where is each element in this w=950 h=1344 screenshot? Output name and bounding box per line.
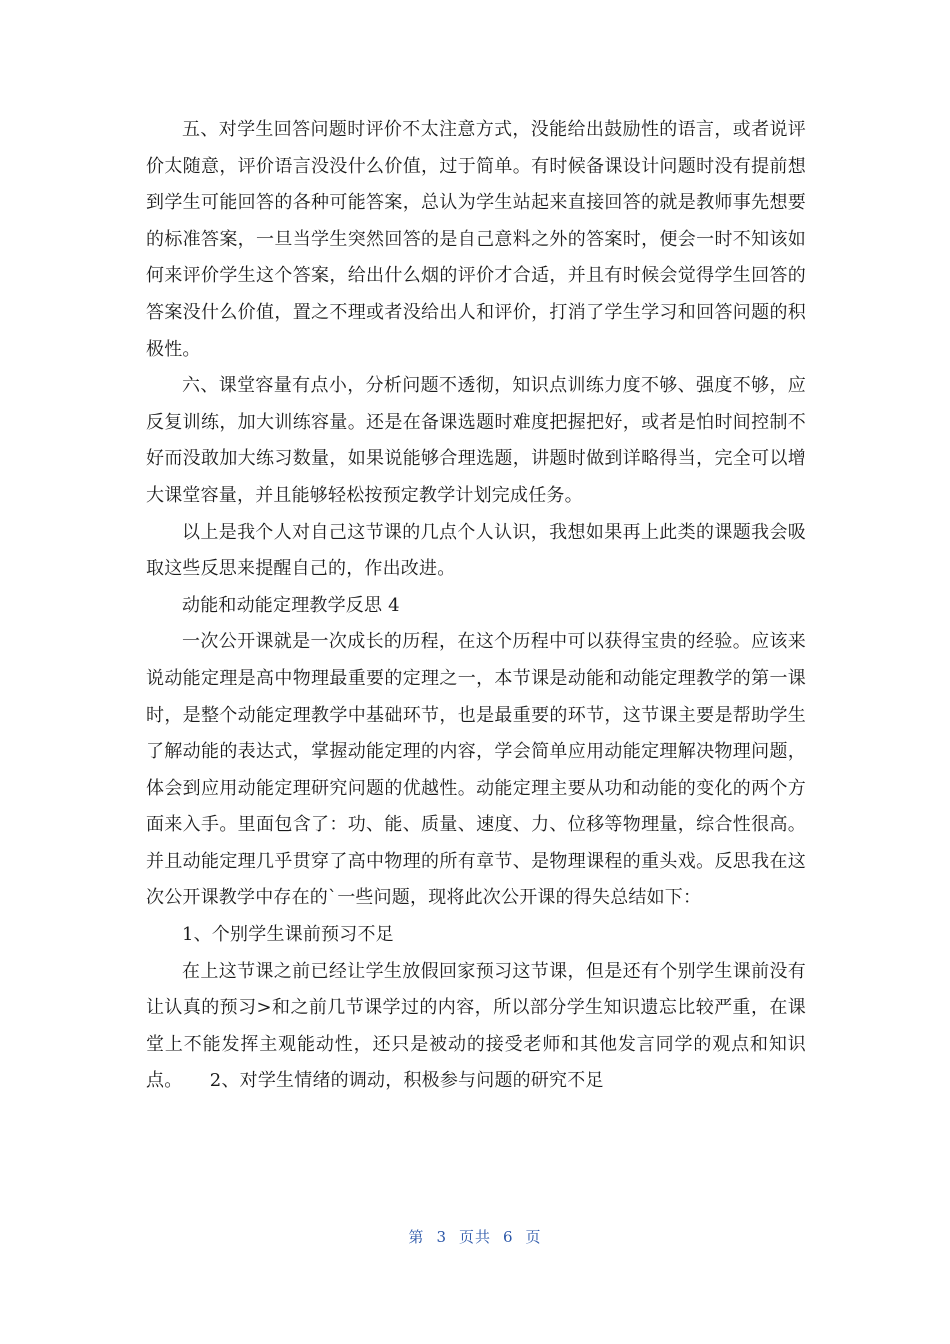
paragraph-5-evaluation: 五、对学生回答问题时评价不太注意方式，没能给出鼓励性的语言，或者说评价太随意，评价语言没没什么价值，过于简单。有时候备课设计问题时没有提前想到学生可能回答的各种可能答案，总认为学生站起来直接回答的就是教师事先想要的标准答案，一旦当学生突然回答的是自己意料之外的答案时，便会一时不知该如何来评价学生这个答案，给出什么烟的评价才合适，并且有时候会觉得学生回答的答案没什么价值，置之不理或者没给出人和评价，打消了学生学习和回答问题的积极性。 [146,119,806,360]
page-footer [0,1226,950,1247]
section-heading: 动能和动能定理教学反思 4 [182,594,400,616]
footer-middle: 页共 [458,1228,491,1246]
paragraph-item-1: 在上这节课之前已经让学生放假回家预习这节课，但是还有个别学生课前没有让认真的预习>和之前几节课学过的内容，所以部分学生知识遗忘比较严重，在课堂上不能发挥主观能动性，还只是被动的接受老师和其他发言同学的观点和知识点。 2、对学生情绪的调动，积极参与问题的研究不足 [146,960,806,1092]
footer-suffix: 页 [525,1228,542,1246]
footer-total-pages: 6 [503,1228,514,1246]
list-item-heading-1: 1、个别学生课前预习不足 [182,924,394,946]
paragraph-conclusion: 以上是我个人对自己这节课的几点个人认识，我想如果再上此类的课题我会吸取这些反思来提醒自己的，作出改进。 [146,521,806,580]
paragraph-intro: 一次公开课就是一次成长的历程，在这个历程中可以获得宝贵的经验。应该来说动能定理是高中物理最重要的定理之一，本节课是动能和动能定理教学的第一课时，是整个动能定理教学中基础环节，也是最重要的环节，这节课主要是帮助学生了解动能的表达式，掌握动能定理的内容，学会简单应用动能定理解决物理问题，体会到应用动能定理研究问题的优越性。动能定理主要从功和动能的变化的两个方面来入手。里面包含了：功、能、质量、速度、力、位移等物理量，综合性很高。并且动能定理几乎贯穿了高中物理的所有章节、是物理课程的重头戏。反思我在这次公开课教学中存在的`一些问题，现将此次公开课的得失总结如下： [146,631,806,909]
footer-current-page: 3 [436,1228,447,1246]
paragraph-6-capacity: 六、课堂容量有点小，分析问题不透彻，知识点训练力度不够、强度不够，应反复训练，加大训练容量。还是在备课选题时难度把握把好，或者是怕时间控制不好而没敢加大练习数量，如果说能够合理选题，讲题时做到详略得当，完全可以增大课堂容量，并且能够轻松按预定教学计划完成任务。 [146,375,806,506]
footer-prefix: 第 [408,1228,425,1246]
document-body [146,112,806,1100]
